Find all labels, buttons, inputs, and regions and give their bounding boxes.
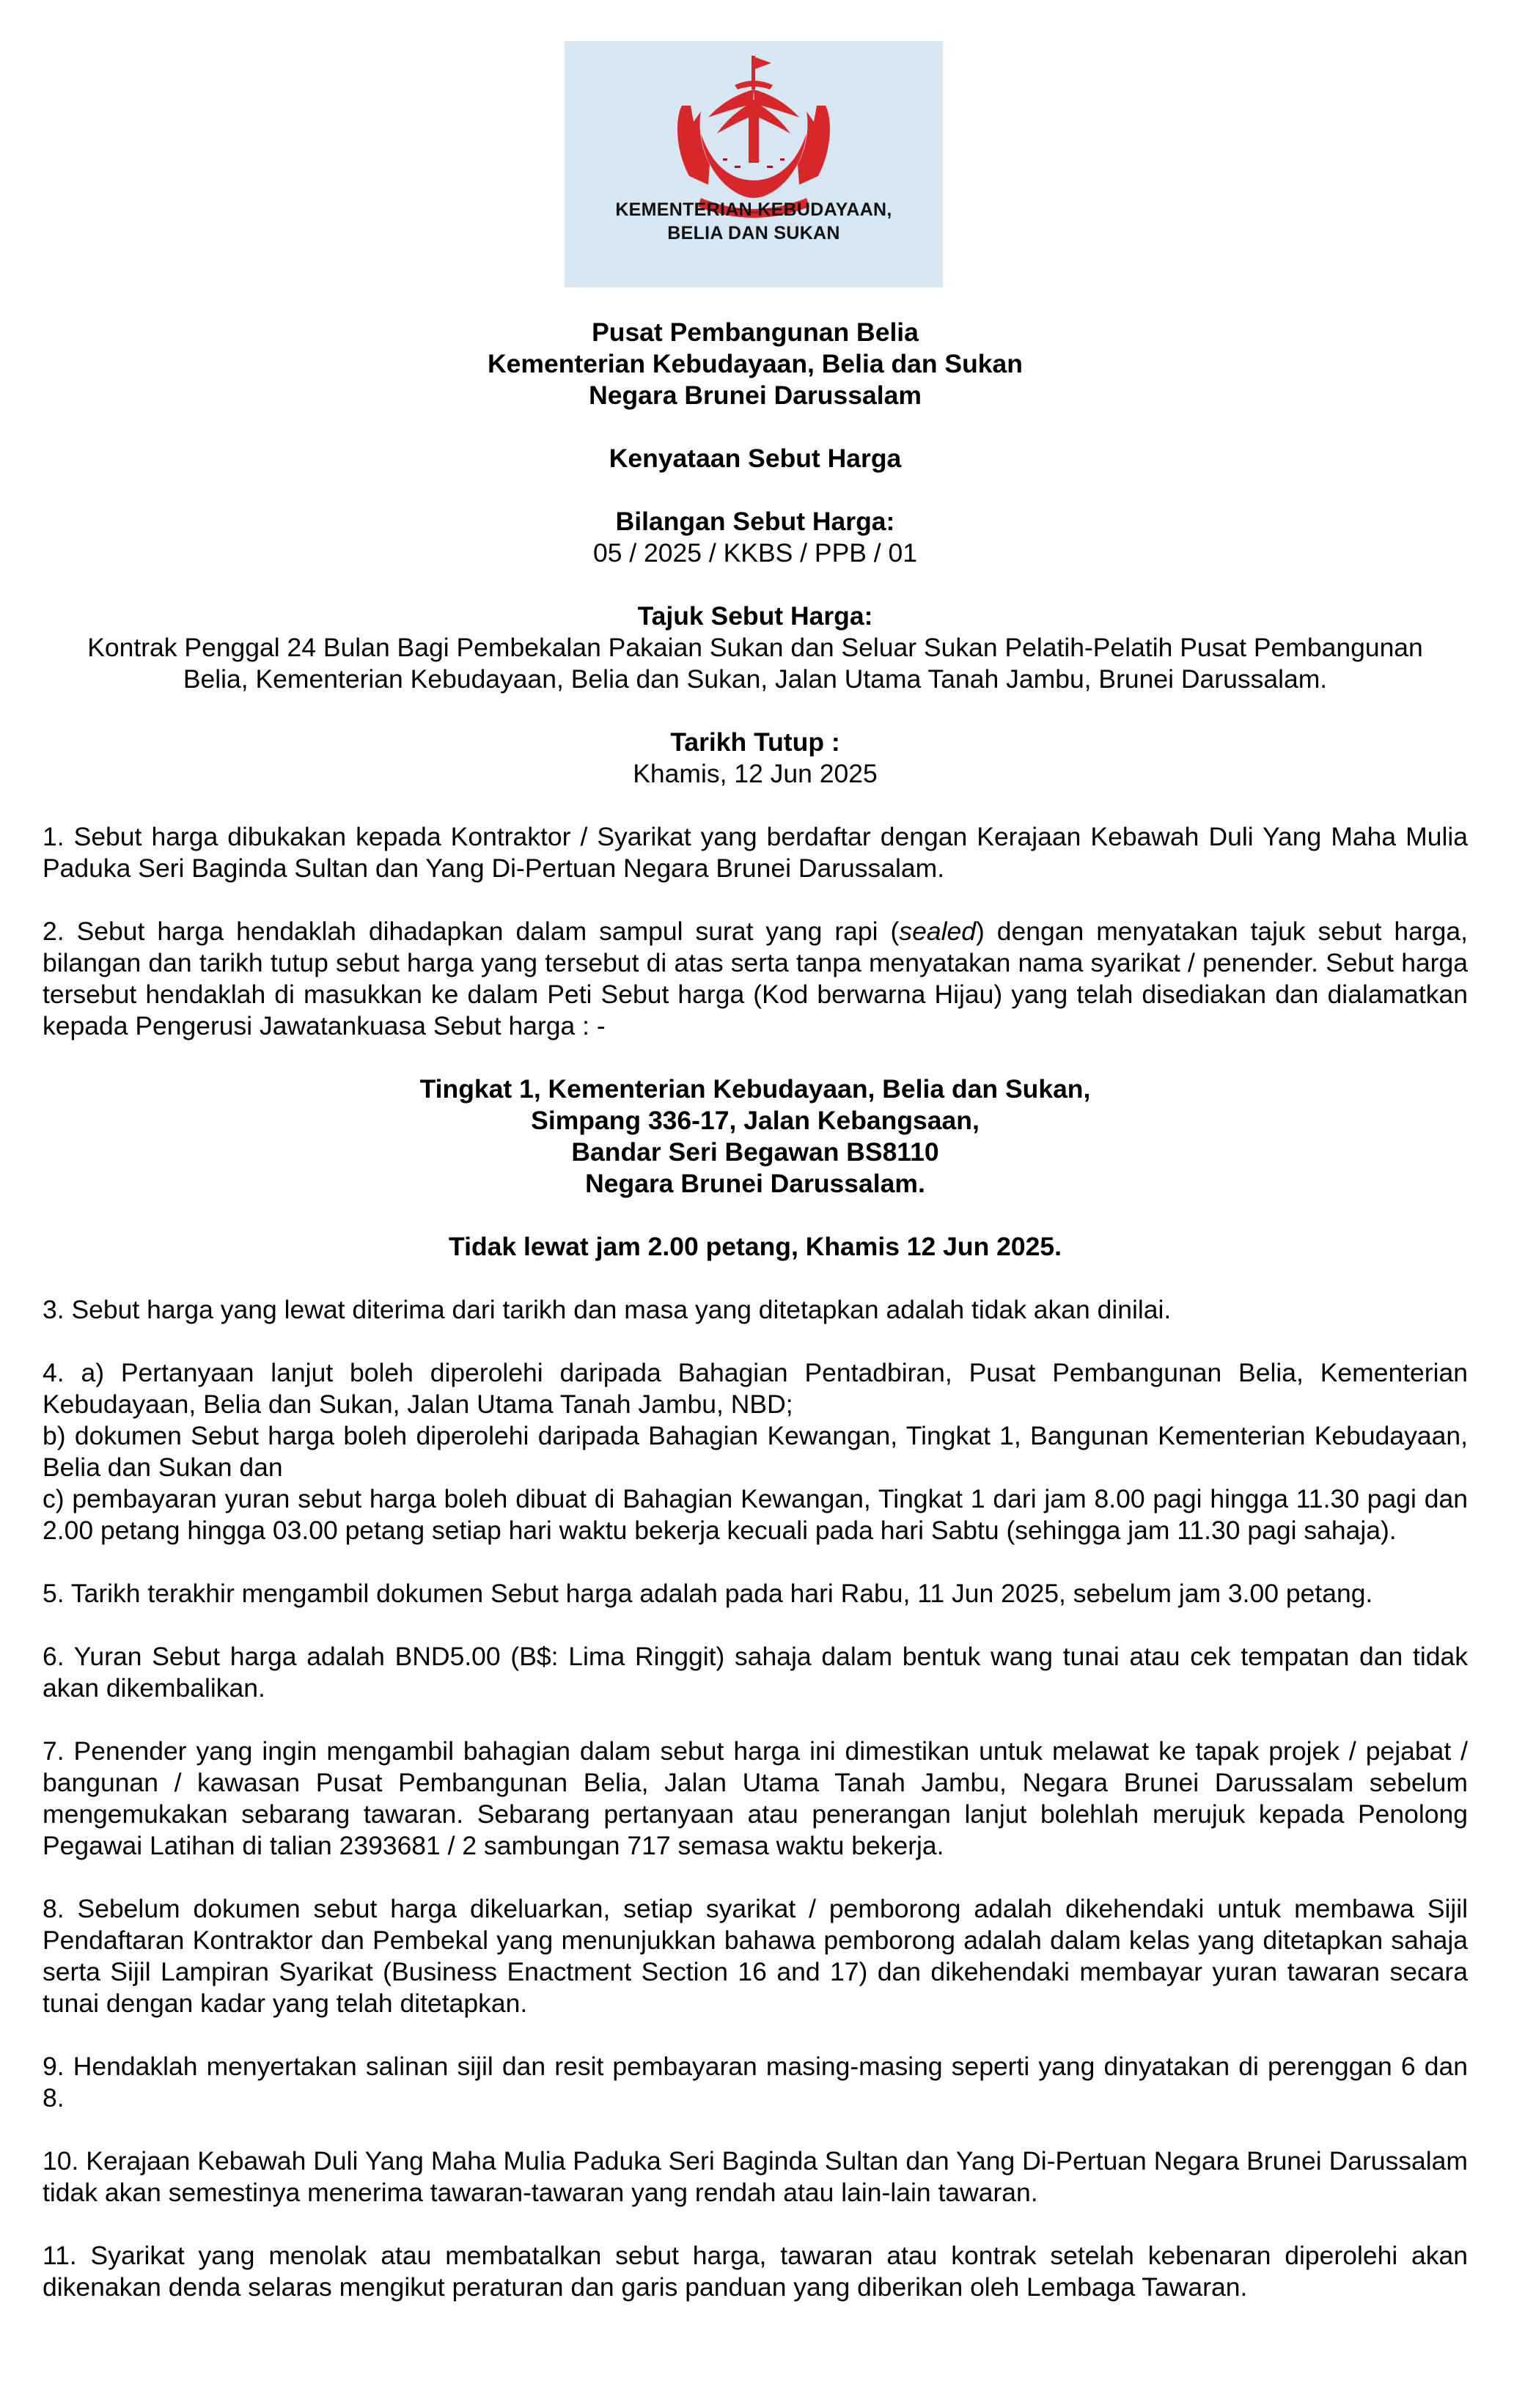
paragraph-8: 8. Sebelum dokumen sebut harga dikeluarkan, setiap syarikat / pemborong adalah dikehendaki untuk membawa Sijil Pendaftaran Kontraktor dan Pembekal yang menunjukkan bahawa pemborong adalah dalam kelas yang ditetapkan sahaja serta Sijil Lampiran Syarikat (Business Enactment Section 16 and 17) dan dikehendaki membayar yuran tawaran secara tunai dengan kadar yang telah ditetapkan. [43, 1894, 1468, 2018]
quotation-number-value: 05 / 2025 / KKBS / PPB / 01 [592, 538, 918, 568]
address-line2: Simpang 336-17, Jalan Kebangsaan, [531, 1106, 980, 1135]
address-line4: Negara Brunei Darussalam. [585, 1169, 925, 1198]
org-name-centre: Pusat Pembangunan Belia [592, 317, 919, 347]
paragraph-4b: b) dokumen Sebut harga boleh diperolehi daripada Bahagian Kewangan, Tingkat 1, Bangunan Kementerian Kebudayaan, Belia dan Sukan dan [43, 1421, 1468, 1482]
org-name-country: Negara Brunei Darussalam [589, 381, 922, 410]
logo-text-line2: BELIA DAN SUKAN [667, 223, 840, 243]
paragraph-9: 9. Hendaklah menyertakan salinan sijil dan resit pembayaran masing-masing seperti yang dinyatakan di perenggan 6 dan 8. [43, 2052, 1468, 2112]
paragraph-11: 11. Syarikat yang menolak atau membatalkan sebut harga, tawaran atau kontrak setelah kebenaran diperolehi akan dikenakan denda selaras mengikut peraturan dan garis panduan yang diberikan oleh Lembaga Tawaran. [43, 2241, 1468, 2302]
address-line3: Bandar Seri Begawan BS8110 [571, 1137, 939, 1167]
logo-text-line1: KEMENTERIAN KEBUDAYAAN, [615, 199, 892, 220]
paragraph-4c: c) pembayaran yuran sebut harga boleh dibuat di Bahagian Kewangan, Tingkat 1 dari jam 8.00 pagi hingga 11.30 pagi dan 2.00 petang hingga 03.00 petang setiap hari waktu bekerja kecuali pada hari Sabtu (sehingga jam 11.30 pagi sahaja). [43, 1484, 1468, 1545]
submission-deadline: Tidak lewat jam 2.00 petang, Khamis 12 Jun 2025. [449, 1232, 1062, 1261]
org-name-ministry: Kementerian Kebudayaan, Belia dan Sukan [488, 349, 1023, 378]
paragraph-2-italic: sealed [899, 917, 976, 946]
brunei-crest-icon [565, 41, 943, 287]
quotation-number-label: Bilangan Sebut Harga: [615, 507, 895, 536]
quotation-subject-line1: Kontrak Penggal 24 Bulan Bagi Pembekalan Pakaian Sukan dan Seluar Sukan Pelatih-Pelatih Pusat Pembangunan [87, 633, 1423, 662]
quotation-subject-label: Tajuk Sebut Harga: [637, 601, 873, 631]
paragraph-2-part1: 2. Sebut harga hendaklah dihadapkan dalam sampul surat yang rapi ( [43, 917, 900, 946]
closing-date-label: Tarikh Tutup : [670, 727, 840, 757]
paragraph-6: 6. Yuran Sebut harga adalah BND5.00 (B$: Lima Ringgit) sahaja dalam bentuk wang tunai atau cek tempatan dan tidak akan dikembalikan. [43, 1642, 1468, 1703]
address-line1: Tingkat 1, Kementerian Kebudayaan, Belia dan Sukan, [419, 1074, 1091, 1104]
paragraph-4a: 4. a) Pertanyaan lanjut boleh diperolehi daripada Bahagian Pentadbiran, Pusat Pembangunan Belia, Kementerian Kebudayaan, Belia dan Sukan, Jalan Utama Tanah Jambu, NBD; [43, 1358, 1468, 1419]
ministry-logo [565, 41, 943, 287]
paragraph-10: 10. Kerajaan Kebawah Duli Yang Maha Mulia Paduka Seri Baginda Sultan dan Yang Di-Pertuan Negara Brunei Darussalam tidak akan semestinya menerima tawaran-tawaran yang rendah atau lain-lain tawaran. [43, 2146, 1468, 2207]
closing-date-value: Khamis, 12 Jun 2025 [633, 759, 878, 788]
paragraph-7: 7. Penender yang ingin mengambil bahagian dalam sebut harga ini dimestikan untuk melawat ke tapak projek / pejabat / bangunan / kawasan Pusat Pembangunan Belia, Jalan Utama Tanah Jambu, Negara Brunei Darussalam sebelum mengemukakan sebarang tawaran. Sebarang pertanyaan atau penerangan lanjut bolehlah merujuk kepada Penolong Pegawai Latihan di talian 2393681 / 2 sambungan 717 semasa waktu bekerja. [43, 1736, 1468, 1860]
document-body [43, 317, 1468, 2303]
quotation-subject-line2: Belia, Kementerian Kebudayaan, Belia dan Sukan, Jalan Utama Tanah Jambu, Brunei Darussalam. [183, 664, 1328, 694]
paragraph-3: 3. Sebut harga yang lewat diterima dari tarikh dan masa yang ditetapkan adalah tidak akan dinilai. [43, 1295, 1172, 1324]
paragraph-2-part2: ) dengan menyatakan tajuk sebut harga, bilangan dan tarikh tutup sebut harga yang tersebut di atas serta tanpa menyatakan nama syarikat / penender. Sebut harga tersebut hendaklah di masukkan ke dalam Peti Sebut harga (Kod berwarna Hijau) yang telah disediakan dan dialamatkan kepada Pengerusi Jawatankuasa Sebut harga : - [43, 917, 1469, 1040]
paragraph-5: 5. Tarikh terakhir mengambil dokumen Sebut harga adalah pada hari Rabu, 11 Jun 2025, sebelum jam 3.00 petang. [43, 1579, 1373, 1608]
document-title: Kenyataan Sebut Harga [609, 444, 902, 473]
paragraph-2 [43, 916, 1468, 1042]
paragraph-1: 1. Sebut harga dibukakan kepada Kontraktor / Syarikat yang berdaftar dengan Kerajaan Kebawah Duli Yang Maha Mulia Paduka Seri Baginda Sultan dan Yang Di-Pertuan Negara Brunei Darussalam. [43, 822, 1468, 883]
